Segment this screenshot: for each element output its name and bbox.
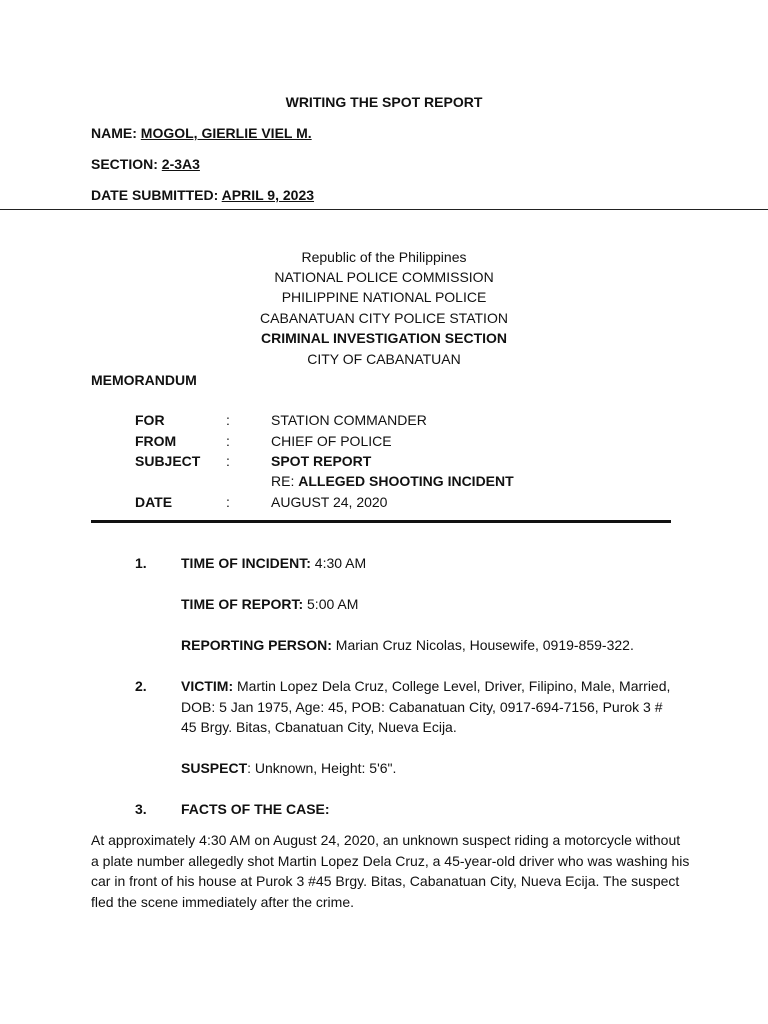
letterhead-line-1: Republic of the Philippines xyxy=(301,249,467,265)
reporting-person xyxy=(181,637,634,654)
page-title: WRITING THE SPOT REPORT xyxy=(285,94,483,110)
memorandum-heading: MEMORANDUM xyxy=(91,372,197,388)
memo-date-label: DATE xyxy=(135,494,173,510)
name-line xyxy=(91,125,312,142)
memo-subject-colon: : xyxy=(226,453,230,469)
time-of-report xyxy=(181,596,358,613)
reporting-person-value: Marian Cruz Nicolas, Housewife, 0919-859-322. xyxy=(335,637,634,653)
date-submitted-label: DATE SUBMITTED: xyxy=(91,187,219,203)
letterhead-line-4: CABANATUAN CITY POLICE STATION xyxy=(260,310,508,326)
date-submitted-value: APRIL 9, 2023 xyxy=(221,187,315,203)
memo-re-prefix: RE: xyxy=(271,473,295,489)
time-of-incident xyxy=(181,555,366,572)
time-of-incident-label: TIME OF INCIDENT: xyxy=(181,555,311,571)
item-number-1: 1. xyxy=(135,555,147,571)
memo-re-value: ALLEGED SHOOTING INCIDENT xyxy=(298,473,514,489)
memo-date-value: AUGUST 24, 2020 xyxy=(271,494,388,510)
letterhead-line-5: CRIMINAL INVESTIGATION SECTION xyxy=(260,330,508,346)
name-value: MOGOL, GIERLIE VIEL M. xyxy=(140,125,312,141)
letterhead-line-3: PHILIPPINE NATIONAL POLICE xyxy=(281,289,487,305)
victim-label: VICTIM: xyxy=(181,678,234,694)
victim-value: Martin Lopez Dela Cruz, College Level, Driver, Filipino, Male, Married, DOB: 5 Jan 1975, Age: 45, POB: Cabanatuan City, 0917-694-7156, Purok 3 # 45 Brgy. Bitas, Cbanatuan City, Nueva Ecija. xyxy=(181,678,671,735)
memo-date-colon: : xyxy=(226,494,230,510)
memo-for-label: FOR xyxy=(135,412,165,428)
reporting-person-label: REPORTING PERSON: xyxy=(181,637,332,653)
facts-heading: FACTS OF THE CASE: xyxy=(181,801,330,817)
suspect-value: : Unknown, Height: 5'6". xyxy=(247,760,397,776)
time-of-report-value: 5:00 AM xyxy=(307,596,359,612)
name-label: NAME: xyxy=(91,125,137,141)
memo-subject-label: SUBJECT xyxy=(135,453,201,469)
victim-block xyxy=(181,676,681,738)
letterhead-line-6: CITY OF CABANATUAN xyxy=(307,351,461,367)
item-number-2: 2. xyxy=(135,678,147,694)
memo-divider xyxy=(91,520,671,523)
memo-from-colon: : xyxy=(226,433,230,449)
memo-for-value: STATION COMMANDER xyxy=(271,412,427,428)
letterhead-line-2: NATIONAL POLICE COMMISSION xyxy=(274,269,494,285)
memo-re-line xyxy=(271,473,514,490)
memo-subject-value: SPOT REPORT xyxy=(271,453,372,469)
date-submitted-line xyxy=(91,187,314,204)
memo-from-label: FROM xyxy=(135,433,177,449)
time-of-incident-value: 4:30 AM xyxy=(314,555,367,571)
memo-for-colon: : xyxy=(226,412,230,428)
section-line xyxy=(91,156,200,173)
header-divider xyxy=(0,209,768,210)
section-value: 2-3A3 xyxy=(161,156,200,172)
facts-paragraph: At approximately 4:30 AM on August 24, 2020, an unknown suspect riding a motorcycle without a plate number allegedly shot Martin Lopez Dela Cruz, a 45-year-old driver who was washing his car in front of his house at Purok 3 #45 Brgy. Bitas, Cabanatuan City, Nueva Ecija. The suspect fled the scene immediately after the crime. xyxy=(91,832,690,910)
suspect-label: SUSPECT xyxy=(181,760,248,776)
section-label: SECTION: xyxy=(91,156,158,172)
item-number-3: 3. xyxy=(135,801,147,817)
memo-from-value: CHIEF OF POLICE xyxy=(271,433,392,449)
time-of-report-label: TIME OF REPORT: xyxy=(181,596,304,612)
suspect-line xyxy=(181,760,396,777)
